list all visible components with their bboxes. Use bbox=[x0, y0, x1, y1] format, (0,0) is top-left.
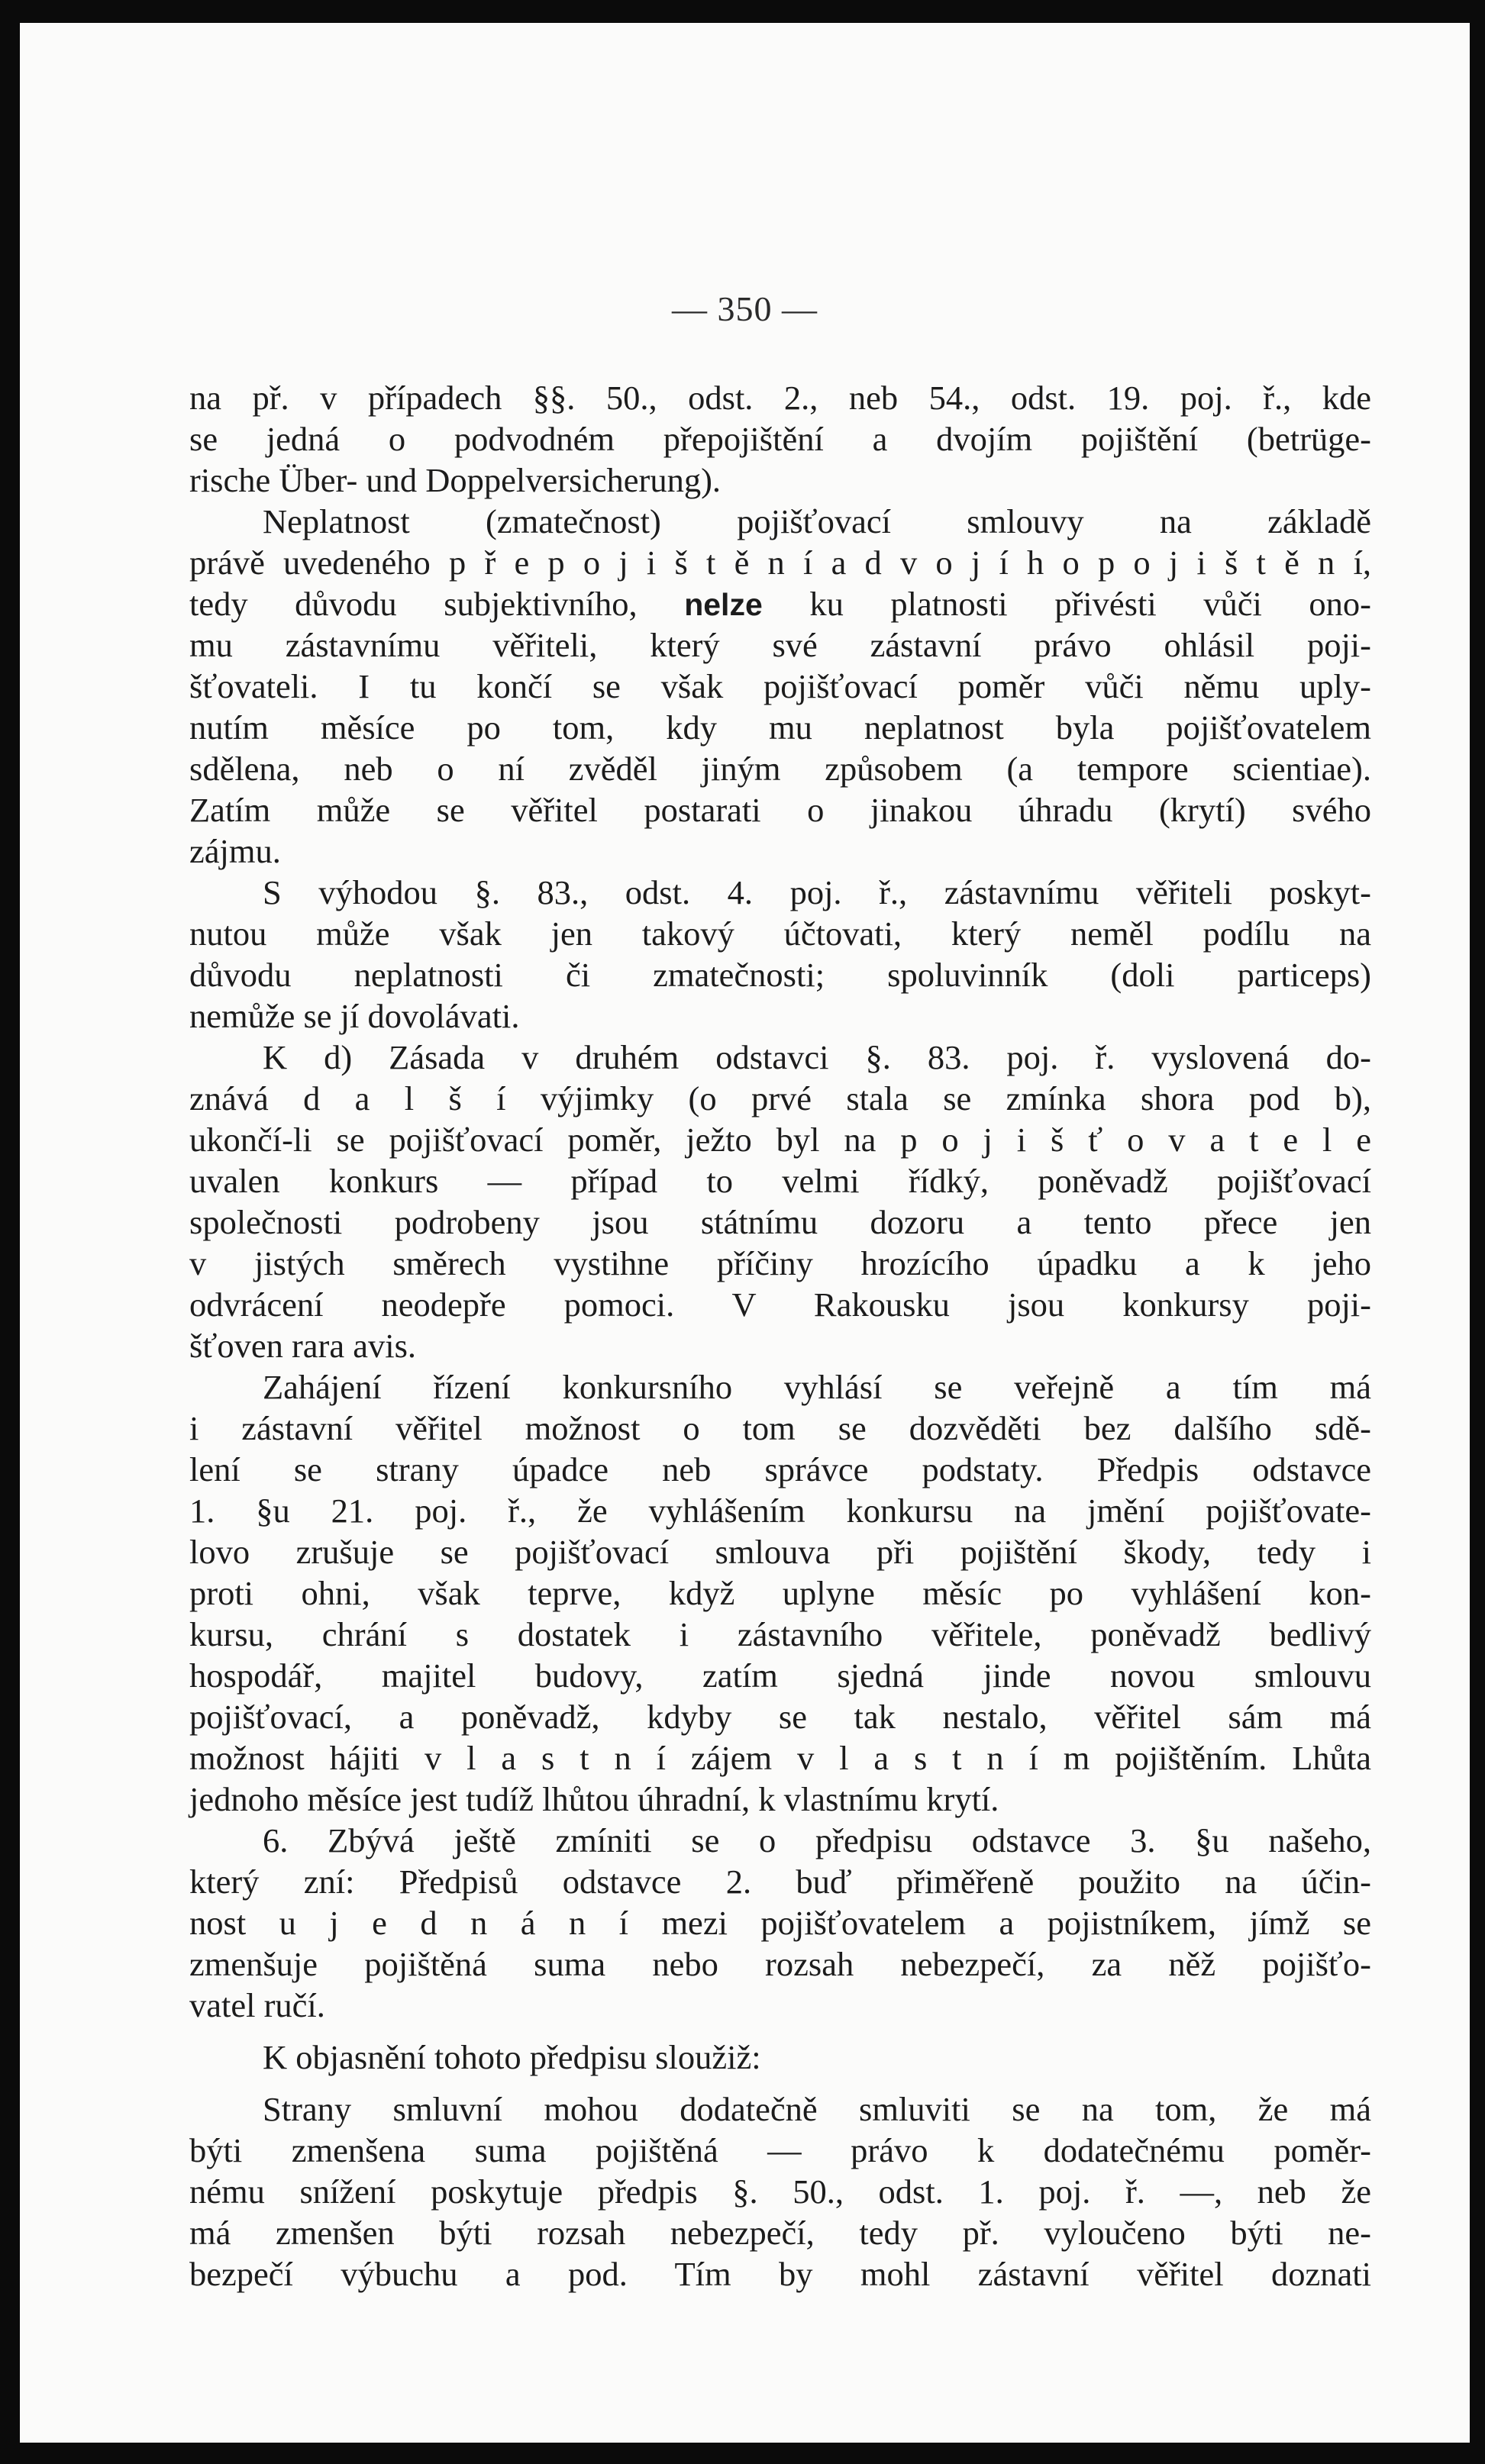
text-line: hospodář, majitel budovy, zatím sjedná jinde novou smlouvu bbox=[189, 1656, 1371, 1695]
text-line: na př. v případech §§. 50., odst. 2., neb 54., odst. 19. poj. ř., kde bbox=[189, 379, 1371, 417]
paragraph-start-line: Strany smluvní mohou dodatečně smluviti se na tom, že má bbox=[263, 2090, 1371, 2128]
page-body-text bbox=[189, 377, 1371, 2295]
text-line: zmenšuje pojištěná suma nebo rozsah nebezpečí, za něž pojišťo- bbox=[189, 1945, 1371, 1983]
text-line: lení se strany úpadce neb správce podstaty. Předpis odstavce bbox=[189, 1450, 1371, 1488]
text-line: odvrácení neodepře pomoci. V Rakousku jsou konkursy poji- bbox=[189, 1285, 1371, 1324]
text-line: nutou může však jen takový účtovati, který neměl podílu na bbox=[189, 914, 1371, 953]
paragraph-start-line: S výhodou §. 83., odst. 4. poj. ř., zástavnímu věřiteli poskyt- bbox=[263, 873, 1371, 911]
text-line: který zní: Předpisů odstavce 2. buď přiměřeně použito na účin- bbox=[189, 1863, 1371, 1901]
paragraph-start-line: Neplatnost (zmatečnost) pojišťovací smlouvy na základě bbox=[263, 502, 1371, 540]
text-line: bezpečí výbuchu a pod. Tím by mohl zástavní věřitel doznati bbox=[189, 2255, 1371, 2293]
text-line: i zástavní věřitel možnost o tom se dozvěděti bez dalšího sdě- bbox=[189, 1409, 1371, 1447]
text-line: má zmenšen býti rozsah nebezpečí, tedy př. vyloučeno býti ne- bbox=[189, 2214, 1371, 2252]
text-line: uvalen konkurs — případ to velmi řídký, poněvadž pojišťovací bbox=[189, 1162, 1371, 1200]
text-line: nému snížení poskytuje předpis §. 50., odst. 1. poj. ř. —, neb že bbox=[189, 2172, 1371, 2211]
text-line: ukončí-li se pojišťovací poměr, ježto byl na p o j i š ť o v a t e l e bbox=[189, 1121, 1371, 1159]
text-line: Zatím může se věřitel postarati o jinakou úhradu (krytí) svého bbox=[189, 791, 1371, 829]
text-line: šťovateli. I tu končí se však pojišťovací poměr vůči němu uply- bbox=[189, 667, 1371, 705]
text-line: znává d a l š í výjimky (o prvé stala se zmínka shora pod b), bbox=[189, 1079, 1371, 1118]
text-line: rische Über- und Doppelversicherung). bbox=[189, 461, 722, 499]
scanned-book-page bbox=[20, 23, 1470, 2443]
text-line: jednoho měsíce jest tudíž lhůtou úhradní, k vlastnímu krytí. bbox=[189, 1780, 999, 1818]
text-line: šťoven rara avis. bbox=[189, 1327, 417, 1365]
text-line: se jedná o podvodném přepojištění a dvojím pojištění (betrüge- bbox=[189, 420, 1371, 458]
page-number: — 350 — bbox=[672, 289, 818, 328]
text-line: možnost hájiti v l a s t n í zájem v l a s t n í m pojištěním. Lhůta bbox=[189, 1739, 1371, 1777]
text-line: sdělena, neb o ní zvěděl jiným způsobem (a tempore scientiae). bbox=[189, 750, 1371, 788]
text-line: vatel ručí. bbox=[189, 1986, 325, 2024]
paragraph-start-line: 6. Zbývá ještě zmíniti se o předpisu odstavce 3. §u našeho, bbox=[263, 1821, 1371, 1859]
text-line: kursu, chrání s dostatek i zástavního věřitele, poněvadž bedlivý bbox=[189, 1615, 1371, 1653]
text-line: lovo zrušuje se pojišťovací smlouva při pojištění škody, tedy i bbox=[189, 1533, 1371, 1571]
text-line: nutím měsíce po tom, kdy mu neplatnost byla pojišťovatelem bbox=[189, 708, 1371, 747]
text-line: důvodu neplatnosti či zmatečnosti; spoluvinník (doli particeps) bbox=[189, 956, 1371, 994]
text-line: tedy důvodu subjektivního, nelze ku platnosti přivésti vůči ono- bbox=[189, 585, 1371, 623]
text-line: býti zmenšena suma pojištěná — právo k dodatečnému poměr- bbox=[189, 2131, 1371, 2169]
text-line: právě uvedeného p ř e p o j i š t ě n í a d v o j í h o p o j i š t ě n í, bbox=[189, 543, 1371, 582]
paragraph-start-line: K d) Zásada v druhém odstavci §. 83. poj. ř. vyslovená do- bbox=[263, 1038, 1371, 1076]
text-line: 1. §u 21. poj. ř., že vyhlášením konkursu na jmění pojišťovate- bbox=[189, 1492, 1371, 1530]
text-line: nemůže se jí dovolávati. bbox=[189, 997, 520, 1035]
text-line: zájmu. bbox=[189, 832, 281, 870]
paragraph-start-line: Zahájení řízení konkursního vyhlásí se veřejně a tím má bbox=[263, 1368, 1371, 1406]
text-line: nost u j e d n á n í mezi pojišťovatelem a pojistníkem, jímž se bbox=[189, 1904, 1371, 1942]
text-line: v jistých směrech vystihne příčiny hrozícího úpadku a k jeho bbox=[189, 1244, 1371, 1282]
text-line: společnosti podrobeny jsou státnímu dozoru a tento přece jen bbox=[189, 1203, 1371, 1241]
paragraph-start-line: K objasnění tohoto předpisu sloužiž: bbox=[263, 2038, 761, 2076]
text-line: mu zástavnímu věřiteli, který své zástavní právo ohlásil poji- bbox=[189, 626, 1371, 664]
emphasis-bold: nelze bbox=[684, 587, 763, 622]
text-line: proti ohni, však teprve, když uplyne měsíc po vyhlášení kon- bbox=[189, 1574, 1371, 1612]
text-line: pojišťovací, a poněvadž, kdyby se tak nestalo, věřitel sám má bbox=[189, 1698, 1371, 1736]
